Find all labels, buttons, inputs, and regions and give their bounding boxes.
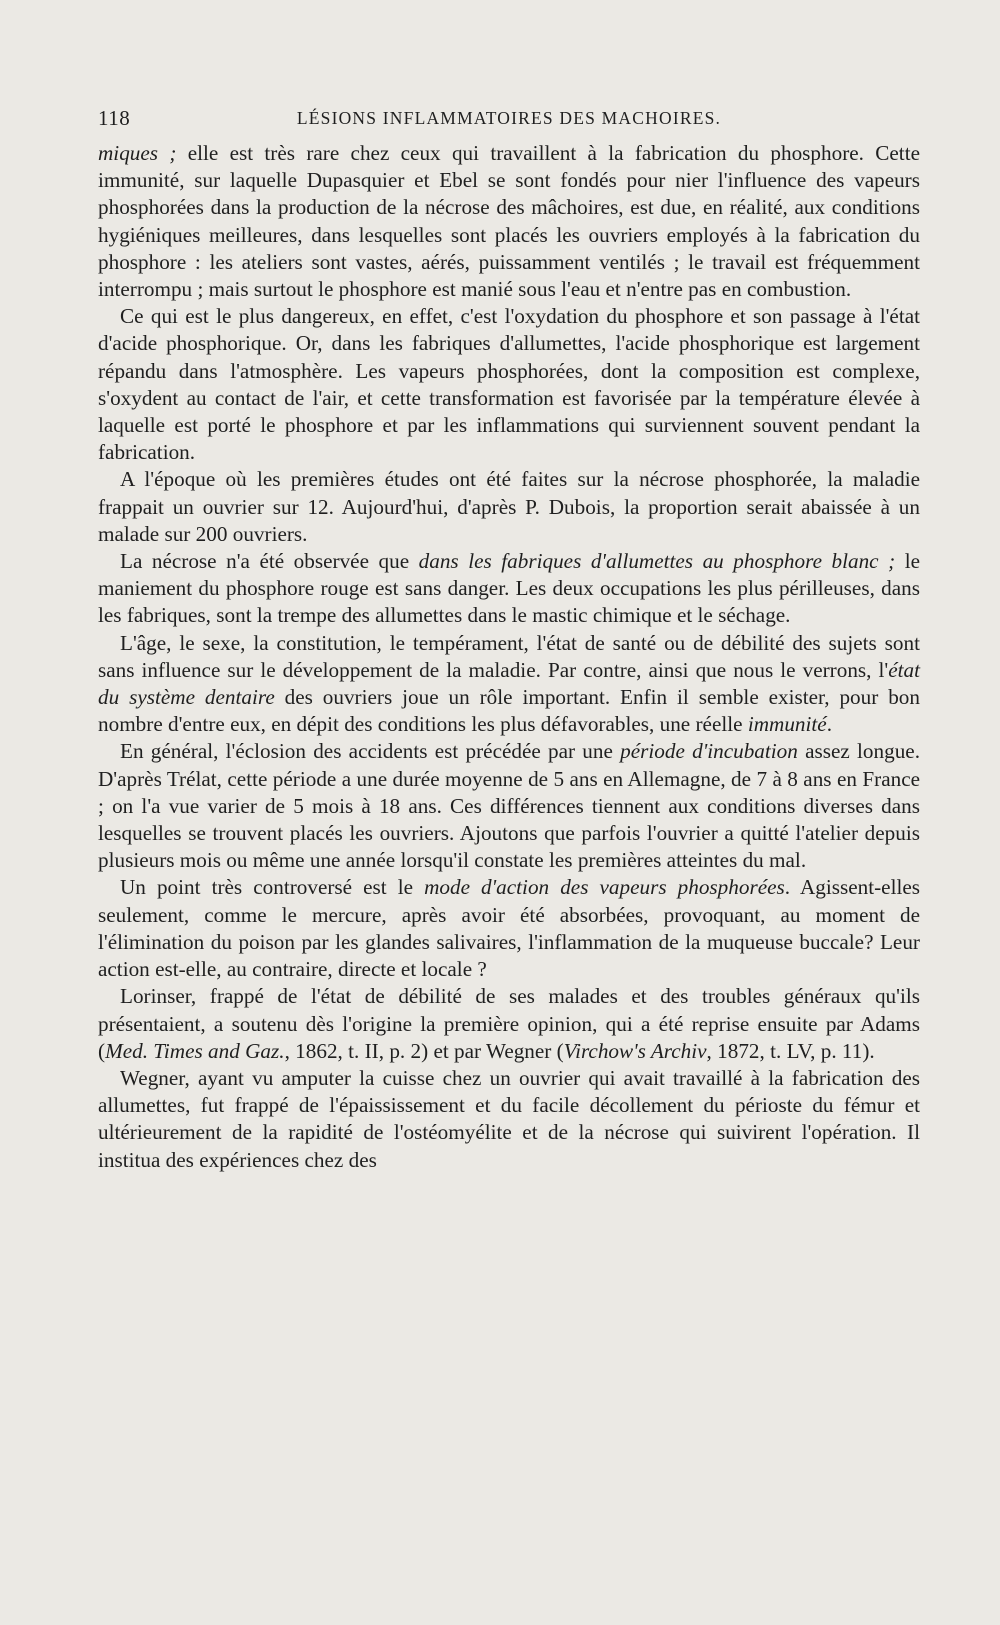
text-run: L'âge, le sexe, la constitution, le tempérament, l'état de santé ou de débilité des sujets sont sans influence sur le développement de la maladie. Par contre, ainsi que nous le verrons, l'	[98, 630, 920, 682]
paragraph	[98, 548, 920, 630]
italic-text: mode d'action des vapeurs phosphorées	[424, 875, 785, 900]
text-run: le maniement du phosphore rouge est sans danger. Les deux occupations les plus périlleuses, dans les fabriques, sont la trempe des allumettes dans le mastic chimique et le séchage.	[98, 549, 920, 628]
paragraph	[98, 630, 920, 739]
text-run: , 1862, t. II, p. 2) et par Wegner (	[284, 1038, 564, 1063]
italic-text: Virchow's Archiv	[563, 1038, 707, 1063]
text-run: En général, l'éclosion des accidents est précédée par une	[120, 739, 621, 764]
paragraph	[98, 874, 920, 983]
text-run: Ce qui est le plus dangereux, en effet, c'est l'oxydation du phosphore et son passage à l'état d'acide phosphorique. Or, dans les fabriques d'allumettes, l'acide phosphorique est largement répandu dans l'atmosphère. Les vapeurs phosphorées, dont la composition est complexe, s'oxydent au contact de l'air, et cette transformation est favorisée par la température élevée à laquelle est porté le phosphore et par les inflammations qui surviennent souvent pendant la fabrication.	[98, 304, 920, 465]
text-run: A l'époque où les premières études ont été faites sur la nécrose phosphorée, la maladie frappait un ouvrier sur 12. Aujourd'hui, d'après P. Dubois, la proportion serait abaissée à un malade sur 200 ouvriers.	[98, 467, 920, 546]
text-run: assez longue. D'après Trélat, cette période a une durée moyenne de 5 ans en Allemagne, de 7 à 8 ans en France ; on l'a vue varier de 5 mois à 18 ans. Ces différences tiennent aux conditions diverses dans lesquelles se trouvent placés les ouvriers. Ajoutons que parfois l'ouvrier a quitté l'atelier depuis plusieurs mois ou même une année lorsqu'il constate les premières atteintes du mal.	[98, 739, 920, 873]
paragraph	[98, 1065, 920, 1174]
text-run: La nécrose n'a été observée que	[120, 549, 419, 574]
italic-text: Med. Times and Gaz.	[105, 1038, 285, 1063]
paragraph	[98, 466, 920, 548]
italic-text: état du système dentaire	[98, 657, 920, 710]
italic-text: immunité	[747, 712, 827, 737]
text-run: . Agissent-elles seulement, comme le mercure, après avoir été absorbées, provoquant, au moment de l'élimination du poison par les glandes salivaires, l'inflammation de la muqueuse buccale? Leur action est-elle, au contraire, directe et locale ?	[98, 875, 920, 982]
paragraph	[98, 738, 920, 874]
text-run: Wegner, ayant vu amputer la cuisse chez un ouvrier qui avait travaillé à la fabrication des allumettes, fut frappé de l'épaississement et du facile décollement du périoste du fémur et ultérieurement de la rapidité de l'ostéomyélite et de la nécrose qui suivirent l'opération. Il institua des expériences chez des	[98, 1065, 920, 1172]
page-number: 118	[98, 106, 131, 130]
text-run: , 1872, t. LV, p. 11).	[706, 1038, 875, 1063]
text-run: elle est très rare chez ceux qui travaillent à la fabrication du phosphore. Cette immunité, sur laquelle Dupasquier et Ebel se sont fondés pour nier l'influence des vapeurs phosphorées dans la production de la nécrose des mâchoires, est due, en réalité, aux conditions hygiéniques meilleures, dans lesquelles sont placés les ouvriers employés à la fabrication du phosphore : les ateliers sont vastes, aérés, puissamment ventilés ; le travail est fréquemment interrompu ; mais surtout le phosphore est manié sous l'eau et n'entre pas en combustion.	[98, 141, 920, 302]
running-title: LÉSIONS INFLAMMATOIRES DES MACHOIRES.	[296, 108, 722, 128]
text-run: Lorinser, frappé de l'état de débilité de ses malades et des troubles généraux qu'ils présentaient, a soutenu dès l'origine la première opinion, qui a été reprise ensuite par Adams (	[98, 984, 920, 1063]
text-run: des ouvriers joue un rôle important. Enfin il semble exister, pour bon nombre d'entre eux, en dépit des conditions les plus défavorables, une réelle	[98, 685, 920, 737]
paragraph	[98, 303, 920, 466]
text-run: .	[826, 712, 832, 737]
text-run: Un point très controversé est le	[120, 875, 425, 900]
italic-text: période d'incubation	[620, 739, 798, 764]
page-header	[98, 106, 920, 136]
italic-text: dans les fabriques d'allumettes au phosphore blanc ;	[418, 549, 896, 574]
body-text	[98, 140, 920, 1174]
paragraph	[98, 140, 920, 303]
italic-text: miques ;	[98, 141, 177, 165]
paragraph	[98, 983, 920, 1065]
